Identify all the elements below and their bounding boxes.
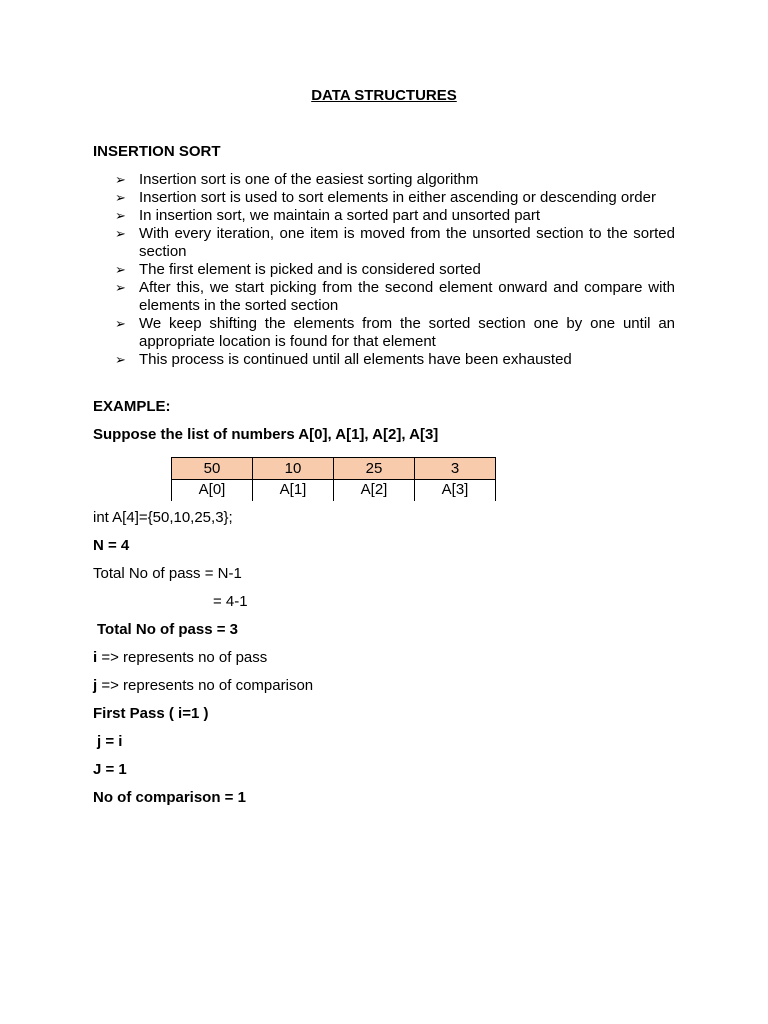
- arrow-bullet-icon: ➢: [115, 208, 126, 223]
- i-definition: [93, 649, 267, 667]
- arrow-bullet-icon: ➢: [115, 316, 126, 331]
- j-definition: [93, 677, 313, 695]
- list-item: [115, 225, 675, 261]
- array-value-cell: 10: [253, 458, 334, 480]
- arrow-bullet-icon: ➢: [115, 190, 126, 205]
- j-text: => represents no of comparison: [97, 677, 314, 694]
- bullet-list: [115, 171, 675, 369]
- list-item: [115, 189, 675, 207]
- list-item: [115, 261, 675, 279]
- list-item: [115, 351, 675, 369]
- array-declaration: int A[4]={50,10,25,3};: [93, 509, 233, 526]
- suppose-statement: Suppose the list of numbers A[0], A[1], A[2], A[3]: [93, 426, 439, 443]
- arrow-bullet-icon: ➢: [115, 352, 126, 367]
- arrow-bullet-icon: ➢: [115, 226, 126, 241]
- j-label: j: [93, 677, 98, 694]
- array-index-cell: A[0]: [172, 480, 253, 502]
- example-heading: EXAMPLE:: [93, 398, 171, 415]
- total-pass-substitution: = 4-1: [213, 593, 248, 610]
- array-value-cell: 3: [415, 458, 496, 480]
- j-equals-one: J = 1: [93, 761, 127, 778]
- list-item: [115, 315, 675, 351]
- total-pass-formula: Total No of pass = N-1: [93, 565, 242, 582]
- bullet-text: The first element is picked and is considered sorted: [139, 261, 481, 278]
- j-equals-i: j = i: [97, 733, 123, 750]
- arrow-bullet-icon: ➢: [115, 172, 126, 187]
- i-text: => represents no of pass: [97, 649, 268, 666]
- list-item: [115, 171, 675, 189]
- bullet-text: This process is continued until all elements have been exhausted: [139, 351, 572, 368]
- array-index-cell: A[1]: [253, 480, 334, 502]
- array-index-cell: A[3]: [415, 480, 496, 502]
- list-item: [115, 279, 675, 315]
- section-heading: INSERTION SORT: [93, 143, 221, 160]
- array-index-cell: A[2]: [334, 480, 415, 502]
- bullet-text: Insertion sort is one of the easiest sorting algorithm: [139, 171, 479, 188]
- array-value-cell: 50: [172, 458, 253, 480]
- i-label: i: [93, 649, 98, 666]
- total-pass-result: Total No of pass = 3: [97, 621, 238, 638]
- comparison-count: No of comparison = 1: [93, 789, 246, 806]
- n-value: N = 4: [93, 537, 130, 554]
- list-item: [115, 207, 675, 225]
- array-value-cell: 25: [334, 458, 415, 480]
- bullet-text: In insertion sort, we maintain a sorted part and unsorted part: [139, 207, 541, 224]
- bullet-text: With every iteration, one item is moved from the unsorted section to the sorted section: [139, 225, 675, 260]
- arrow-bullet-icon: ➢: [115, 262, 126, 277]
- array-indices-row: [172, 480, 496, 502]
- bullet-text: Insertion sort is used to sort elements in either ascending or descending order: [139, 189, 656, 206]
- bullet-text: We keep shifting the elements from the sorted section one by one until an appropriate location is found for that element: [139, 315, 675, 350]
- array-values-row: [172, 458, 496, 480]
- first-pass-heading: First Pass ( i=1 ): [93, 705, 209, 722]
- document-title: DATA STRUCTURES: [311, 87, 457, 104]
- bullet-text: After this, we start picking from the second element onward and compare with elements in the sorted section: [139, 279, 675, 314]
- array-table: [171, 457, 496, 501]
- arrow-bullet-icon: ➢: [115, 280, 126, 295]
